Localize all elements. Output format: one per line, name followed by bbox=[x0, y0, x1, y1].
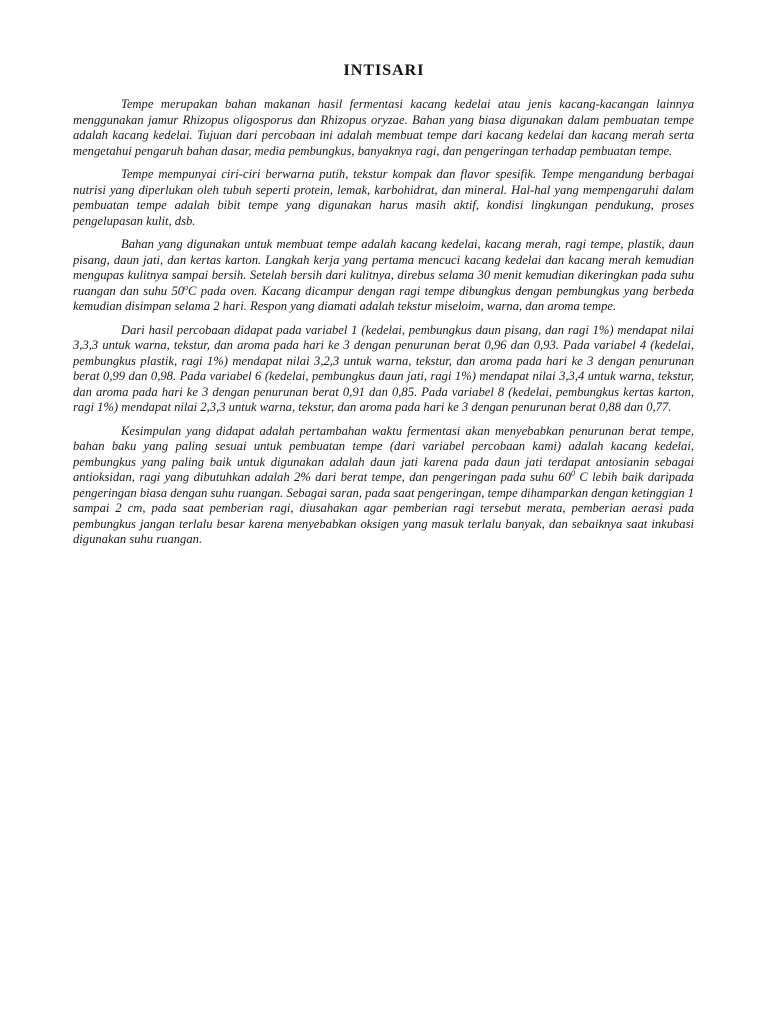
paragraph-introduction bbox=[73, 97, 694, 159]
paragraph-text: Tempe merupakan bahan makanan hasil fermentasi kacang kedelai atau jenis kacang-kacangan lainnya menggunakan jamur Rhizopus oligosporus dan Rhizopus oryzae. Bahan yang biasa digunakan dalam pembuatan tempe adalah kacang kedelai. Tujuan dari percobaan ini adalah membuat tempe dari kacang kedelai dan kacang merah serta mengetahui pengaruh bahan dasar, media pembungkus, banyaknya ragi, dan pengeringan terhadap pembuatan tempe. bbox=[73, 97, 694, 158]
degree-superscript: 0 bbox=[570, 468, 575, 478]
paragraph-text: C lebih baik daripada pengeringan biasa dengan suhu ruangan. Sebagai saran, pada saat pengeringan, tempe dihamparkan dengan ketinggian 1 sampai 2 cm, pada saat pemberian ragi, diusahakan agar pemberian ragi tersebut merata, pemberian aerasi pada pembungkus jangan terlalu besar karena menyebabkan oksigen yang masuk terlalu banyak, dan sebaiknya saat inkubasi digunakan suhu ruangan. bbox=[73, 470, 694, 546]
paragraph-text: Kesimpulan yang didapat adalah pertambahan waktu fermentasi akan menyebabkan penurunan berat tempe, bahan baku yang paling sesuai untuk pembuatan tempe (dari variabel percobaan kami) adalah kacang kedelai, pembungkus yang paling baik untuk digunakan adalah daun jati karena pada daun jati terdapat antosianin sebagai antioksidan, ragi yang dibutuhkan adalah 2% dari berat tempe, dan pengeringan pada suhu 60 bbox=[73, 423, 694, 484]
page-title: INTISARI bbox=[343, 62, 425, 79]
paragraph-conclusion bbox=[73, 424, 694, 548]
paragraph-text: Dari hasil percobaan didapat pada variabel 1 (kedelai, pembungkus daun pisang, dan ragi 1%) mendapat nilai 3,3,3 untuk warna, tekstur, dan aroma pada hari ke 3 dengan penurunan berat 0,96 dan 0,93. Pada variabel 4 (kedelai, pembungkus plastik, ragi 1%) mendapat nilai 3,2,3 untuk warna, tekstur, dan aroma pada hari ke 3 dengan penurunan berat 0,99 dan 0,98. Pada variabel 6 (kedelai, pembungkus daun jati, ragi 1%) mendapat nilai 3,3,4 untuk warna, tekstur, dan aroma pada hari ke 3 dengan penurunan berat 0,91 dan 0,85. Pada variabel 8 (kedelai, pembungkus kertas karton, ragi 1%) mendapat nilai 2,3,3 untuk warna, tekstur, dan aroma pada hari ke 3 dengan penurunan berat 0,88 dan 0,77. bbox=[73, 322, 694, 414]
paragraph-characteristics bbox=[73, 167, 694, 229]
paragraph-results bbox=[73, 323, 694, 416]
degree-superscript: o bbox=[184, 282, 189, 292]
paragraph-text: Bahan yang digunakan untuk membuat tempe adalah kacang kedelai, kacang merah, ragi tempe, plastik, daun pisang, daun jati, dan kertas karton. Langkah kerja yang pertama mencuci kacang kedelai dan kacang merah kemudian mengupas kulitnya sampai bersih. Setelah bersih dari kulitnya, direbus selama 30 menit kemudian dikeringkan pada suhu ruangan dan suhu 50 bbox=[73, 237, 694, 298]
document-body bbox=[73, 97, 694, 556]
paragraph-text: Tempe mempunyai ciri-ciri berwarna putih, tekstur kompak dan flavor spesifik. Tempe mengandung berbagai nutrisi yang diperlukan oleh tubuh seperti protein, lemak, karbohidrat, dan mineral. Hal-hal yang mempengaruhi dalam pembuatan tempe adalah bibit tempe yang digunakan harus masih aktif, kondisi lingkungan pendukung, proses pengelupasan kulit, dsb. bbox=[73, 167, 694, 228]
paragraph-materials-methods bbox=[73, 237, 694, 315]
paragraph-text: C pada oven. Kacang dicampur dengan ragi tempe dibungkus dengan pembungkus yang berbeda kemudian disimpan selama 2 hari. Respon yang diamati adalah tekstur miseloim, warna, dan aroma tempe. bbox=[73, 283, 694, 313]
